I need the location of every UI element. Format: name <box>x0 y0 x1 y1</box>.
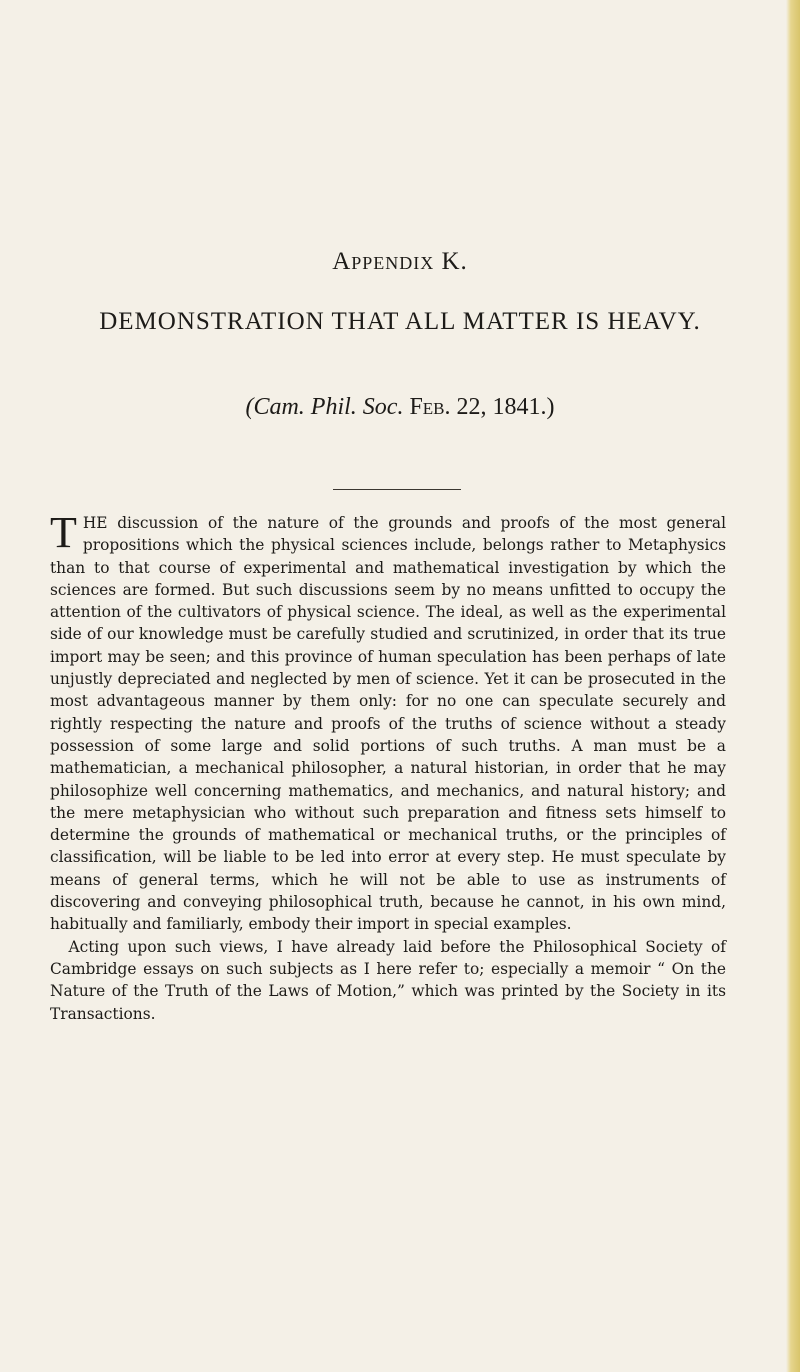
paragraph-1-text: HE discussion of the nature of the grounds and proofs of the most general propositions which the physical sciences include, belongs rather to Metaphysics than to that course of experimental and mathematical investigation by which the sciences are formed. But such discussions seem by no means unfitted to occupy the attention of the cultivators of physical science. The ideal, as well as the experimental side of our knowledge must be carefully studied and scrutinized, in order that its true import may be seen; and this province of human speculation has been perhaps of late unjustly depreciated and neglected by men of science. Yet it can be prosecuted in the most advantageous manner by them only: for no one can speculate securely and rightly respecting the nature and proofs of the truths of science without a steady possession of some large and solid portions of such truths. A man must be a mathematician, a mechanical philosopher, a natural historian, in order that he may philosophize well concerning mathematics, and mechanics, and natural history; and the mere metaphysician who without such preparation and fitness sets himself to determine the grounds of mathematical or mechanical truths, or the principles of classification, will be liable to be led into error at every step. He must speculate by means of general terms, which he will not be able to use as instruments of discovering and conveying philosophical truth, because he cannot, in his own mind, habitually and familiarly, embody their import in special examples. <box>50 514 726 934</box>
drop-cap: T <box>50 508 77 557</box>
source-society: (Cam. Phil. Soc. <box>245 394 404 420</box>
appendix-heading: Appendix K. <box>332 248 468 275</box>
chapter-title: DEMONSTRATION THAT ALL MATTER IS HEAVY. <box>99 308 701 335</box>
paragraph-2: Acting upon such views, I have already laid before the Philosophical Society of Cambridge essays on such subjects as I here refer to; especially a memoir “ On the Nature of the Truth of the Laws of Motion,” which was printed by the Society in its Transactions. <box>50 937 726 1023</box>
page-edge <box>786 0 800 1372</box>
source-citation <box>0 394 800 421</box>
section-divider <box>333 489 461 490</box>
body-text <box>50 508 726 1025</box>
source-date: Feb. 22, 1841.) <box>409 394 555 420</box>
paragraph-1 <box>50 508 726 936</box>
